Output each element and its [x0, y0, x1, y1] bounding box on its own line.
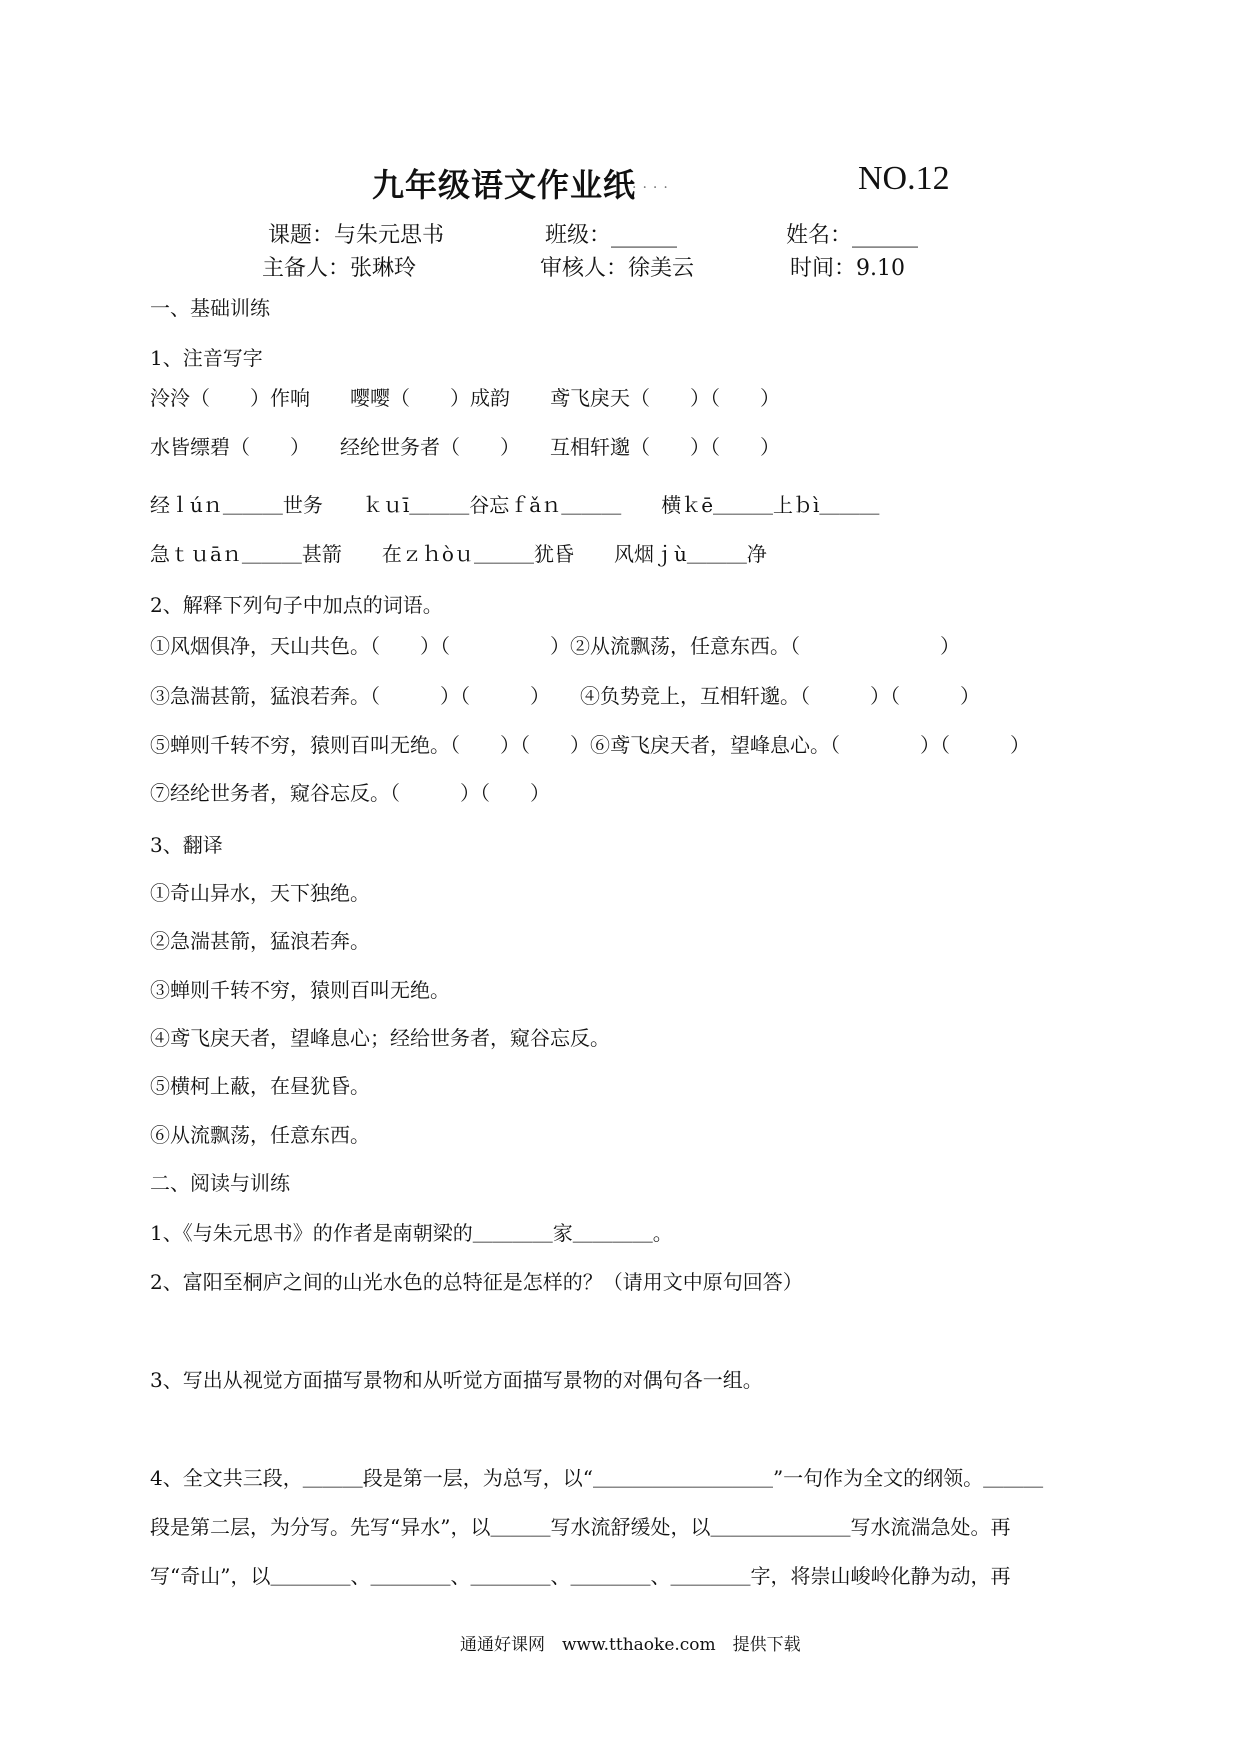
s2-q3: 3、写出从视觉方面描写景物和从听觉方面描写景物的对偶句各一组。	[150, 1368, 763, 1392]
section-2-heading: 二、阅读与训练	[150, 1171, 290, 1195]
s2-q2: 2、富阳至桐庐之间的山光水色的总特征是怎样的？（请用文中原句回答）	[150, 1270, 803, 1294]
sheet-number: NO.12	[858, 160, 950, 197]
preparer-label: 主备人：张琳玲	[262, 256, 417, 281]
topic-label: 课题：与朱元思书	[268, 223, 445, 248]
time-label: 时间：9.10	[790, 256, 905, 281]
q3-item-4: ④鸢飞戾天者，望峰息心；经给世务者，窥谷忘反。	[150, 1026, 610, 1050]
q2-line-3: ⑤蝉则千转不穷，猿则百叫无绝。（ ）（ ）⑥鸢飞戾天者，望峰息心。（ ）（ ）	[150, 733, 1030, 757]
s2-q4-line-1: 4、全文共三段，＿＿＿段是第一层，为总写，以“＿＿＿＿＿＿＿＿＿”一句作为全文的纲领。＿＿＿	[150, 1466, 1044, 1490]
q2-heading: 2、解释下列句子中加点的词语。	[150, 593, 443, 617]
s2-q4-line-2: 段是第二层，为分写。先写“异水”，以＿＿＿写水流舒缓处，以＿＿＿＿＿＿＿写水流湍急处。再	[150, 1515, 1011, 1539]
s2-q4-line-3: 写“奇山”，以＿＿＿＿、＿＿＿＿、＿＿＿＿、＿＿＿＿、＿＿＿＿字，将崇山峻岭化静为动，再	[150, 1564, 1011, 1588]
s2-q1: 1、《与朱元思书》的作者是南朝梁的＿＿＿＿家＿＿＿＿。	[150, 1221, 673, 1245]
q3-heading: 3、翻译	[150, 833, 223, 857]
footer-source: 通通好课网 www.tthaoke.com 提供下载	[460, 1635, 801, 1655]
q3-item-3: ③蝉则千转不穷，猿则百叫无绝。	[150, 978, 450, 1002]
q1-line-2: 水皆缥碧（ ） 经纶世务者（ ） 互相轩邈（ ）（ ）	[150, 435, 780, 459]
q3-item-1: ①奇山异水，天下独绝。	[150, 881, 370, 905]
title-dots: ....	[632, 176, 674, 192]
q2-line-2: ③急湍甚箭，猛浪若奔。（ ）（ ） ④负势竞上，互相轩邈。（ ）（ ）	[150, 684, 980, 708]
q2-line-1: ①风烟俱净，天山共色。（ ）（ ）②从流飘荡，任意东西。（ ）	[150, 634, 960, 658]
q1-heading: 1、注音写字	[150, 346, 263, 370]
name-field: 姓名：______	[786, 223, 919, 248]
class-field: 班级：______	[545, 223, 678, 248]
q3-item-5: ⑤横柯上蔽，在昼犹昏。	[150, 1074, 370, 1098]
q3-item-2: ②急湍甚箭，猛浪若奔。	[150, 929, 370, 953]
q2-line-4: ⑦经纶世务者，窥谷忘反。（ ）（ ）	[150, 781, 550, 805]
q1-line-3: 经ｌúｎ＿＿＿世务 ｋｕī＿＿＿谷忘ｆǎｎ＿＿＿ 横ｋē＿＿＿上ｂì＿＿＿	[150, 493, 880, 517]
reviewer-label: 审核人：徐美云	[540, 256, 695, 281]
q3-item-6: ⑥从流飘荡，任意东西。	[150, 1123, 370, 1147]
q1-line-1: 泠泠（ ）作响 嘤嘤（ ）成韵 鸢飞戾天（ ）（ ）	[150, 386, 780, 410]
page-title: 九年级语文作业纸	[372, 166, 637, 204]
section-1-heading: 一、基础训练	[150, 296, 270, 320]
q1-line-4: 急ｔｕāｎ＿＿＿甚箭 在ｚｈòｕ＿＿＿犹昏 风烟ｊù＿＿＿净	[150, 542, 767, 566]
